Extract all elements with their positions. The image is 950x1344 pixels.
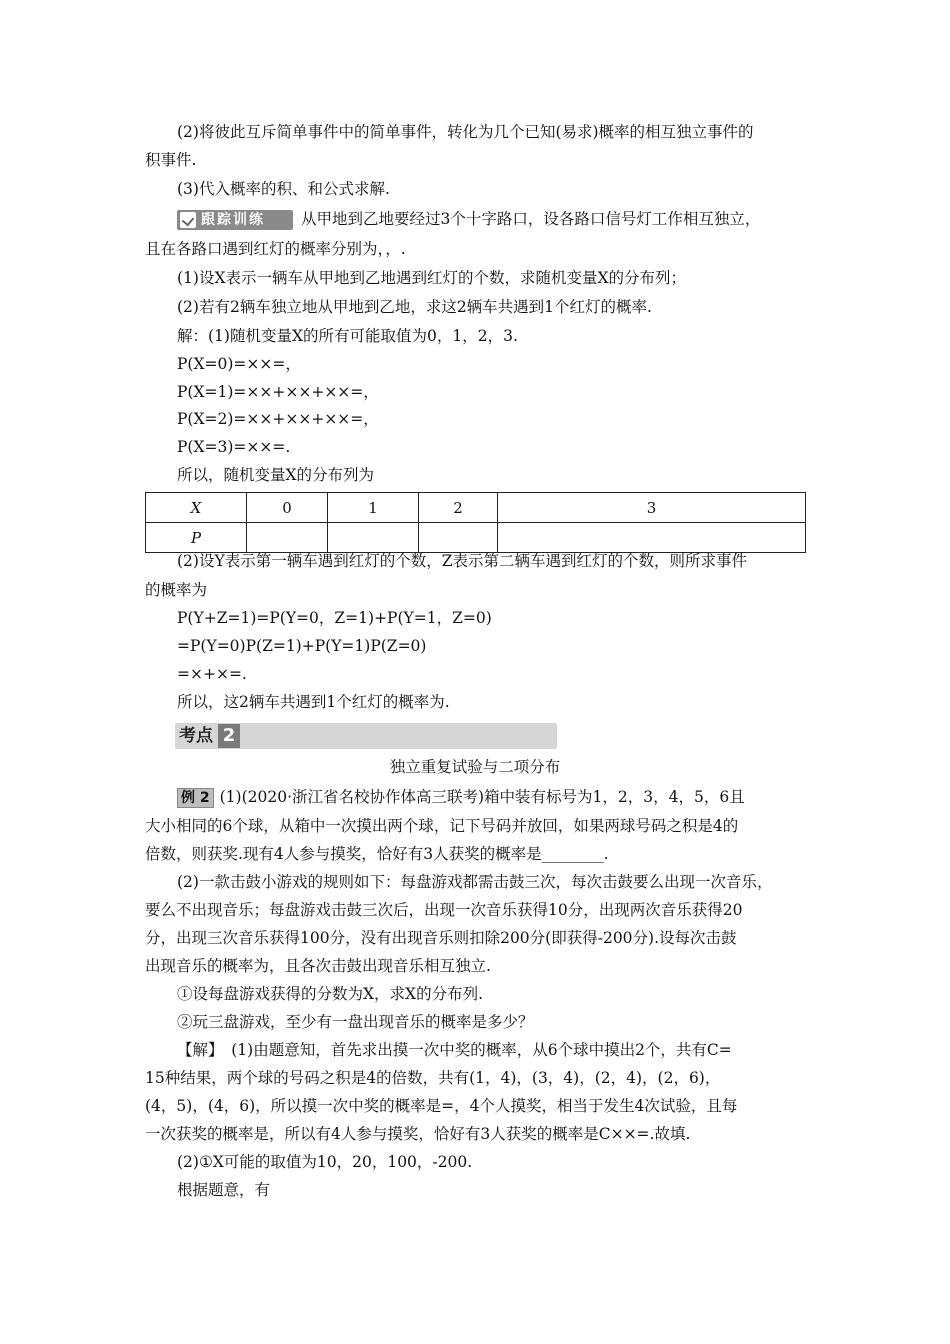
example-tag: 例 2 (177, 788, 214, 808)
text-line: 要么不出现音乐；每盘游戏击鼓三次后，出现一次音乐获得10分，出现两次音乐获得20 (145, 901, 743, 919)
formula-line: =P(Y=0)P(Z=1)+P(Y=1)P(Z=0) (177, 637, 427, 655)
formula-line: P(Y+Z=1)=P(Y=0，Z=1)+P(Y=1，Z=0) (177, 609, 492, 627)
section-header (175, 723, 557, 749)
section-number: 2 (218, 724, 240, 748)
text-line: (2)一款击鼓小游戏的规则如下：每盘游戏都需击鼓三次，每次击鼓要么出现一次音乐， (177, 873, 773, 891)
distribution-table (145, 492, 806, 553)
text-line: 解：(1)随机变量X的所有可能取值为0，1，2，3. (177, 327, 518, 345)
text-line: 的概率为 (145, 581, 208, 599)
formula-line: P(X=1)=××+××+××=， (177, 383, 379, 401)
table-cell (328, 523, 419, 553)
section-label: 考点 (179, 726, 213, 746)
text-line: 分，出现三次音乐获得100分，没有出现音乐则扣除200分(即获得-200分).设每次击鼓 (145, 929, 737, 947)
table-cell (498, 523, 806, 553)
formula-line: P(X=2)=××+××+××=， (177, 410, 379, 428)
table-cell: X (146, 493, 247, 523)
text-line: 从甲地到乙地要经过3个十字路口，设各路口信号灯工作相互独立， (301, 210, 761, 228)
table-cell: 2 (419, 493, 498, 523)
text-line: 出现音乐的概率为，且各次击鼓出现音乐相互独立. (145, 957, 491, 975)
example-line (177, 786, 745, 808)
table-cell (419, 523, 498, 553)
formula-line: =×+×=. (177, 665, 247, 683)
solution-line: 【解】 (1)由题意知，首先求出摸一次中奖的概率，从6个球中摸出2个，共有C= (177, 1041, 732, 1059)
table-cell: 0 (247, 493, 328, 523)
text-line: (2)设Y表示第一辆车遇到红灯的个数，Z表示第二辆车遇到红灯的个数，则所求事件 (177, 552, 747, 570)
text-line: ①设每盘游戏获得的分数为X，求X的分布列. (177, 985, 483, 1003)
text-line: (1)设X表示一辆车从甲地到乙地遇到红灯的个数，求随机变量X的分布列； (177, 269, 687, 287)
text-line: ②玩三盘游戏，至少有一盘出现音乐的概率是多少？ (177, 1013, 534, 1031)
text-line: (2)若有2辆车独立地从甲地到乙地，求这2辆车共遇到1个红灯的概率. (177, 298, 652, 316)
training-line (177, 208, 760, 230)
text-line: 且在各路口遇到红灯的概率分别为，，. (145, 240, 406, 258)
text-line: 积事件. (145, 151, 197, 169)
check-icon (180, 212, 196, 228)
text-line: 一次获奖的概率是，所以有4人参与摸奖，恰好有3人获奖的概率是C××=.故填. (145, 1125, 691, 1143)
text-line: 所以，随机变量X的分布列为 (177, 466, 375, 484)
text-line: (4，5)，(4，6)，所以摸一次中奖的概率是=，4个人摸奖，相当于发生4次试验，且每 (145, 1097, 738, 1115)
text-line: 根据题意，有 (177, 1181, 271, 1199)
text-line: 所以，这2辆车共遇到1个红灯的概率为. (177, 693, 450, 711)
formula-line: P(X=0)=××=， (177, 355, 301, 373)
table-cell: P (146, 523, 247, 553)
table-row (146, 493, 806, 523)
text-line: (1)(2020·浙江省名校协作体高三联考)箱中装有标号为1，2，3，4，5，6且 (219, 788, 745, 806)
text-line: 倍数，则获奖.现有4人参与摸奖，恰好有3人获奖的概率是________. (145, 845, 609, 863)
text-line: 大小相同的6个球，从箱中一次摸出两个球，记下号码并放回，如果两球号码之积是4的 (145, 817, 739, 835)
section-title: 独立重复试验与二项分布 (389, 758, 561, 776)
table-cell: 1 (328, 493, 419, 523)
table-cell (247, 523, 328, 553)
training-tag (177, 210, 293, 230)
text-line: (2)将彼此互斥简单事件中的简单事件，转化为几个已知(易求)概率的相互独立事件的 (177, 123, 754, 141)
text-line: (3)代入概率的积、和公式求解. (177, 180, 390, 198)
table-cell: 3 (498, 493, 806, 523)
table-row (146, 523, 806, 553)
training-tag-label: 跟踪训练 (201, 212, 265, 228)
text-line: 15种结果，两个球的号码之积是4的倍数，共有(1，4)，(3，4)，(2，4)，(2，6)， (145, 1069, 721, 1087)
formula-line: P(X=3)=××=. (177, 438, 291, 456)
text-line: (2)①X可能的取值为10，20，100，-200. (177, 1153, 473, 1171)
